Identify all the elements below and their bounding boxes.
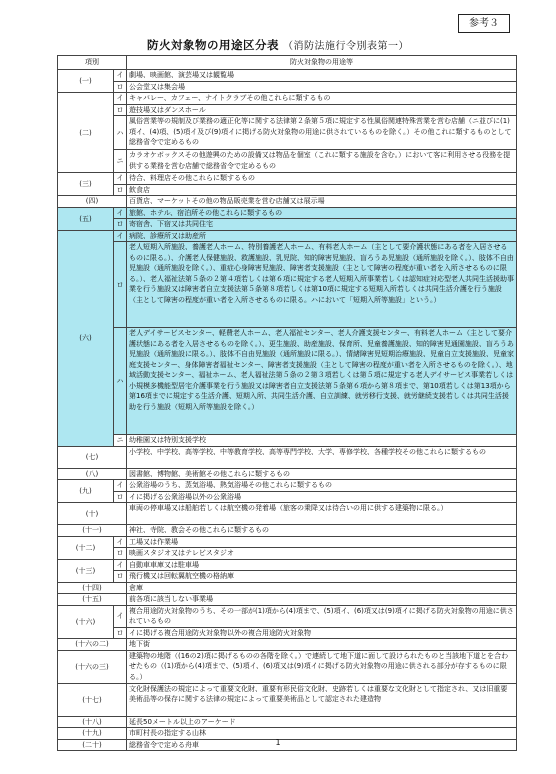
usage-text: 寄宿舎、下宿又は共同住宅 [127, 219, 517, 231]
sub-item: イ [114, 536, 127, 548]
item-number: (十六) [58, 605, 114, 639]
usage-text: 映画スタジオ又はテレビスタジオ [127, 548, 517, 560]
usage-text: 工場又は作業場 [127, 536, 517, 548]
item-number: (十六の二) [58, 639, 127, 651]
item-number: (八) [58, 468, 127, 480]
sub-item: ハ [114, 116, 127, 150]
usage-text: 建築物の地階（(16の2)項に掲げるものの各階を除く。）で連続して地下道に面して設けられたものと当該地下道とを合わせたもの（(1)項から(4)項まで、(5)項イ、(6)項又は(9)項イに掲げる防火対象物の用途に供される部分が存するものに限る。） [127, 650, 517, 683]
usage-text: 飛行機又は回転翼航空機の格納庫 [127, 571, 517, 583]
table-header-row [58, 56, 517, 70]
table-row [58, 242, 517, 328]
usage-text: 公衆浴場のうち、蒸気浴場、熱気浴場その他これらに類するもの [127, 480, 517, 492]
usage-text: 車両の停車場又は船舶若しくは航空機の発着場（旅客の乗降又は待合いの用に供する建築物に限る。） [127, 503, 517, 525]
table-row [58, 468, 517, 480]
sub-item: ロ [114, 104, 127, 116]
table-row [58, 559, 517, 571]
table-row [58, 93, 517, 105]
table-row [58, 491, 517, 503]
item-number: (四) [58, 196, 127, 208]
table-row [58, 328, 517, 435]
item-number: (十三) [58, 559, 114, 582]
item-number: (十一) [58, 525, 127, 537]
item-number: (六) [58, 230, 114, 446]
sub-item: イ [114, 173, 127, 185]
table-row [58, 435, 517, 447]
sub-item: イ [114, 70, 127, 82]
header-item-column: 項別 [58, 56, 127, 70]
usage-text: 延長50メートル以上のアーケード [127, 716, 517, 728]
table-row [58, 150, 517, 173]
usage-text: 図書館、博物館、美術館その他これらに類するもの [127, 468, 517, 480]
usage-text: 複合用途防火対象物のうち、その一部が(1)項から(4)項まで、(5)項イ、(6)項又は(9)項イに掲げる防火対象物の用途に供されているもの [127, 605, 517, 627]
table-row [58, 81, 517, 93]
item-number: (十五) [58, 594, 127, 606]
usage-text: 幼稚園又は特別支援学校 [127, 435, 517, 447]
sub-item: イ [114, 207, 127, 219]
usage-text: 老人短期入所施設、養護老人ホーム、特別養護老人ホーム、有料老人ホーム（主として要介護状態にある者を入居させるものに限る。）、介護老人保健施設、救護施設、乳児院、知的障害児施設、盲ろうあ児施設（通所施設を除く。）、肢体不自由児施設（通所施設を除く。）、重症心身障害児施設、障害者支援施設（主として障害の程度が重い者を入所させるものに限る。）、老人福祉法第５条の２第４項若しくは第６項に規定する老人短期入所事業若しくは認知症対応型老人共同生活援助事業を行う施設又は障害者自立支援法第５条第８項若しくは第10項に規定する短期入所若しくは共同生活介護を行う施設（主として障害の程度が重い者を入所させるものに限る。ハにおいて「短期入所等施設」という。） [127, 242, 517, 328]
usage-text: 神社、寺院、教会その他これらに類するもの [127, 525, 517, 537]
sub-item: ロ [114, 242, 127, 328]
usage-text: カラオケボックスその他遊興のための設備又は物品を個室（これに類する施設を含む。）において客に利用させる役務を提供する業務を営む店舗で総務省令で定めるもの [127, 150, 517, 173]
sub-item: ロ [114, 548, 127, 560]
sub-item: イ [114, 605, 127, 627]
document-title [0, 37, 556, 53]
usage-text: 自動車車庫又は駐車場 [127, 559, 517, 571]
usage-text: 文化財保護法の規定によって重要文化財、重要有形民俗文化財、史跡若しくは重要な文化財として指定され、又は旧重要美術品等の保存に関する法律の規定によって重要美術品として認定された建造物 [127, 683, 517, 716]
table-row [58, 605, 517, 627]
usage-text: 老人デイサービスセンター、軽費老人ホーム、老人福祉センター、老人介護支援センター、有料老人ホーム（主として要介護状態にある者を入居させるものを除く。）、更生施設、助産施設、保育所、児童養護施設、知的障害児通園施設、盲ろうあ児施設（通所施設に限る。）、肢体不自由児施設（通所施設に限る。）、情緒障害児短期治療施設、児童自立支援施設、児童家庭支援センター、身体障害者福祉センター、障害者支援施設（主として障害の程度が重い者を入所させるものを除く。）、地域活動支援センター、福祉ホーム、老人福祉法第５条の２第３項若しくは第５項に規定する老人デイサービス事業若しくは小規模多機能型居宅介護事業を行う施設又は障害者自立支援法第５条第６項から第８項まで、第10項若しくは第13項から第16項までに規定する生活介護、短期入所、共同生活介護、自立訓練、就労移行支援、就労継続支援若しくは共同生活援助を行う施設（短期入所等施設を除く。） [127, 328, 517, 435]
usage-text: 旅館、ホテル、宿泊所その他これらに類するもの [127, 207, 517, 219]
table-row [58, 207, 517, 219]
usage-text: 病院、診療所又は助産所 [127, 230, 517, 242]
table-row [58, 230, 517, 242]
table-row [58, 571, 517, 583]
table-row [58, 446, 517, 468]
table-row [58, 196, 517, 208]
table-row [58, 639, 517, 651]
usage-text: 劇場、映画館、演芸場又は観覧場 [127, 70, 517, 82]
table-row [58, 184, 517, 196]
table-row [58, 716, 517, 728]
item-number: (十六の三) [58, 650, 127, 683]
table-row [58, 70, 517, 82]
sub-item: イ [114, 230, 127, 242]
item-number: (三) [58, 173, 114, 196]
table-row [58, 650, 517, 683]
item-number: (九) [58, 480, 114, 503]
sub-item: ロ [114, 627, 127, 639]
item-number: (一) [58, 70, 114, 93]
sub-item: ロ [114, 184, 127, 196]
table-row [58, 627, 517, 639]
table-row [58, 525, 517, 537]
table-row [58, 480, 517, 492]
usage-text: キャバレー、カフェー、ナイトクラブその他これらに類するもの [127, 93, 517, 105]
usage-text: 風俗営業等の規制及び業務の適正化等に関する法律第２条第５項に規定する性風俗関連特殊営業を営む店舗（ニ並びに(1)項イ、(4)項、(5)項イ及び(9)項イに掲げる防火対象物の用途に供されているものを除く。）その他これに類するものとして総務省令で定めるもの [127, 116, 517, 150]
reference-label: 参考３ [458, 14, 510, 33]
page-number: 1 [275, 738, 281, 747]
usage-text: 前各項に該当しない事業場 [127, 594, 517, 606]
usage-text: 市町村長の指定する山林 [127, 728, 517, 740]
header-usage-column: 防火対象物の用途等 [127, 56, 517, 70]
item-number: (二) [58, 93, 114, 173]
sub-item: イ [114, 93, 127, 105]
usage-text: 地下街 [127, 639, 517, 651]
table-row [58, 503, 517, 525]
usage-text: 待合、料理店その他これらに類するもの [127, 173, 517, 185]
item-number: (二十) [58, 739, 127, 751]
item-number: (十九) [58, 728, 127, 740]
usage-text: 遊技場又はダンスホール [127, 104, 517, 116]
sub-item: ニ [114, 150, 127, 173]
item-number: (十八) [58, 716, 127, 728]
table-row [58, 683, 517, 716]
sub-item: ロ [114, 491, 127, 503]
table-row [58, 173, 517, 185]
title-text: 防火対象物の用途区分表 [147, 38, 279, 52]
sub-item: イ [114, 559, 127, 571]
table-row [58, 536, 517, 548]
item-number: (十四) [58, 582, 127, 594]
item-number: (十) [58, 503, 127, 525]
sub-item: イ [114, 480, 127, 492]
table-row [58, 104, 517, 116]
sub-item: ロ [114, 81, 127, 93]
usage-text: 公会堂又は集会場 [127, 81, 517, 93]
title-subtitle: （消防法施行令別表第一） [283, 41, 409, 52]
item-number: (七) [58, 446, 127, 468]
table-row [58, 594, 517, 606]
usage-text: 倉庫 [127, 582, 517, 594]
sub-item: ニ [114, 435, 127, 447]
item-number: (五) [58, 207, 114, 230]
usage-text: イに掲げる複合用途防火対象物以外の複合用途防火対象物 [127, 627, 517, 639]
usage-text: 百貨店、マーケットその他の物品販売業を営む店舗又は展示場 [127, 196, 517, 208]
table-row [58, 116, 517, 150]
sub-item: ハ [114, 328, 127, 435]
table-row [58, 219, 517, 231]
sub-item: ロ [114, 219, 127, 231]
table-row [58, 582, 517, 594]
usage-text: 総務省令で定める舟車 [127, 739, 517, 751]
item-number: (十二) [58, 536, 114, 559]
usage-text: 小学校、中学校、高等学校、中等教育学校、高等専門学校、大学、専修学校、各種学校その他これらに類するもの [127, 446, 517, 468]
usage-text: イに掲げる公衆浴場以外の公衆浴場 [127, 491, 517, 503]
table-row [58, 548, 517, 560]
item-number: (十七) [58, 683, 127, 716]
sub-item: ロ [114, 571, 127, 583]
usage-classification-table [57, 55, 517, 751]
usage-text: 飲食店 [127, 184, 517, 196]
